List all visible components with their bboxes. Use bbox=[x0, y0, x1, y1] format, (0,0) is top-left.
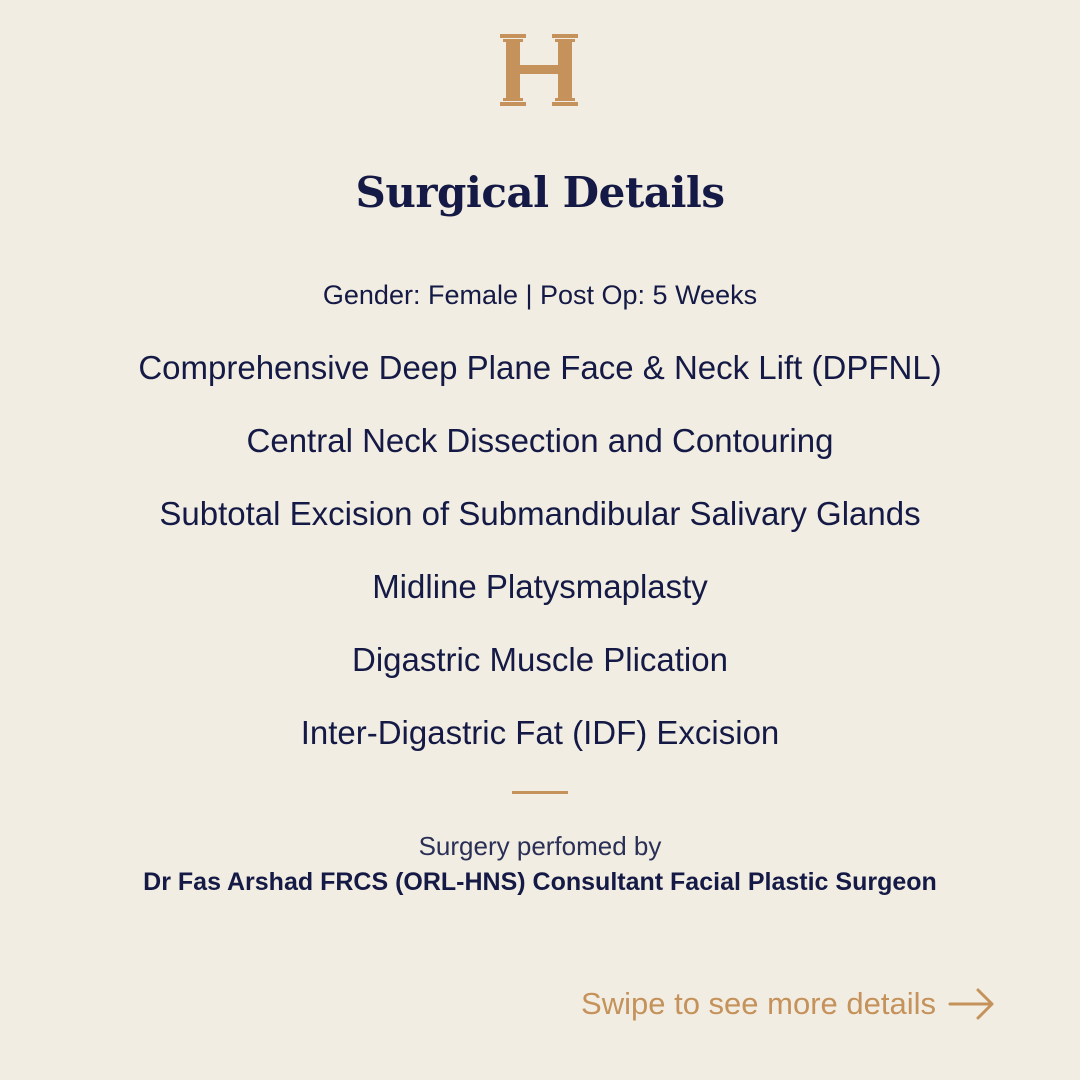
arrow-right-icon bbox=[948, 986, 996, 1022]
procedure-item: Digastric Muscle Plication bbox=[352, 641, 728, 678]
page-title: Surgical Details bbox=[355, 168, 725, 217]
performed-by-label: Surgery perfomed by bbox=[418, 831, 662, 861]
swipe-label: Swipe to see more details bbox=[581, 986, 936, 1021]
procedure-list bbox=[0, 345, 1080, 783]
procedure-item: Midline Platysmaplasty bbox=[372, 568, 708, 605]
procedure-item: Central Neck Dissection and Contouring bbox=[246, 422, 834, 459]
pillared-h-logo-icon bbox=[500, 34, 578, 106]
procedure-item: Comprehensive Deep Plane Face & Neck Lift (DPFNL) bbox=[138, 349, 942, 386]
swipe-prompt[interactable] bbox=[581, 986, 996, 1022]
surgeon-credit: Dr Fas Arshad FRCS (ORL-HNS) Consultant Facial Plastic Surgeon bbox=[143, 868, 937, 896]
procedure-item: Subtotal Excision of Submandibular Salivary Glands bbox=[159, 495, 921, 532]
patient-meta: Gender: Female | Post Op: 5 Weeks bbox=[322, 280, 758, 310]
procedure-item: Inter-Digastric Fat (IDF) Excision bbox=[300, 714, 780, 751]
divider bbox=[512, 791, 568, 794]
